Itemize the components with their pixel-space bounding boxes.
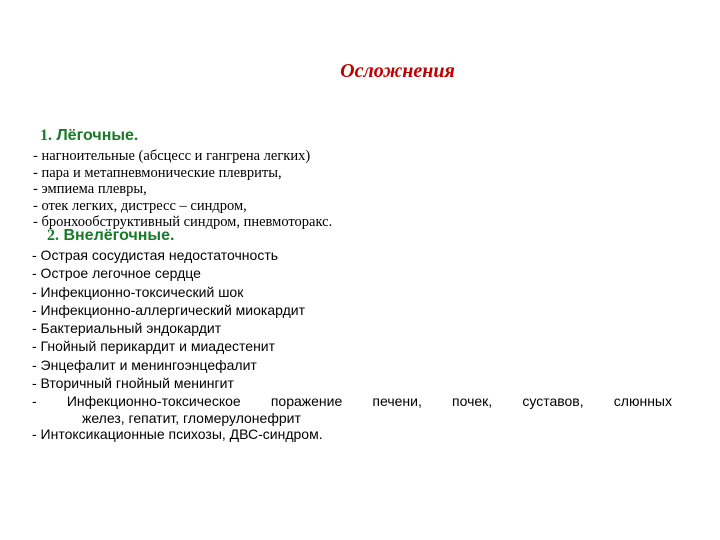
list-item: - бронхообструктивный синдром, пневмоторакс. — [33, 214, 333, 230]
list-item: - эмпиема плевры, — [33, 181, 147, 197]
list-item-wrapped — [32, 392, 672, 424]
extrapulmonary-complications-list — [32, 246, 672, 443]
pulmonary-complications-list — [33, 148, 332, 231]
list-item: - Интоксикационные психозы, ДВС-синдром. — [32, 425, 323, 442]
extrapulmonary-heading-number: 2. — [47, 227, 59, 244]
slide-title: Осложнения — [340, 60, 455, 82]
list-item: - отек легких, дистресс – синдром, — [33, 197, 247, 214]
list-item: - Бактериальный эндокардит — [32, 320, 222, 337]
list-item: - пара и метапневмонические плевриты, — [33, 164, 282, 181]
list-item-line-2: желез, гепатит, гломерулонефрит — [82, 409, 301, 426]
list-item: - Гнойный перикардит и миадестенит — [32, 338, 276, 355]
list-item: - нагноительные (абсцесс и гангрена легких) — [33, 148, 311, 164]
list-item: - Вторичный гнойный менингит — [32, 375, 234, 392]
list-item: - Инфекционно-аллергический миокардит — [32, 301, 305, 318]
pulmonary-heading — [40, 127, 138, 145]
list-item: - Острая сосудистая недостаточность — [32, 247, 279, 263]
pulmonary-heading-number: 1. — [40, 127, 52, 144]
list-item: - Острое легочное сердце — [32, 265, 201, 282]
pulmonary-heading-text: Лёгочные. — [56, 127, 139, 144]
list-item: - Инфекционно-токсический шок — [32, 283, 244, 300]
list-item: - Энцефалит и менингоэнцефалит — [32, 356, 257, 373]
extrapulmonary-heading — [47, 227, 174, 245]
extrapulmonary-heading-text: Внелёгочные. — [63, 227, 175, 244]
list-item-line-1: - Инфекционно-токсическое поражение печени, почек, суставов, слюнных — [32, 393, 672, 410]
